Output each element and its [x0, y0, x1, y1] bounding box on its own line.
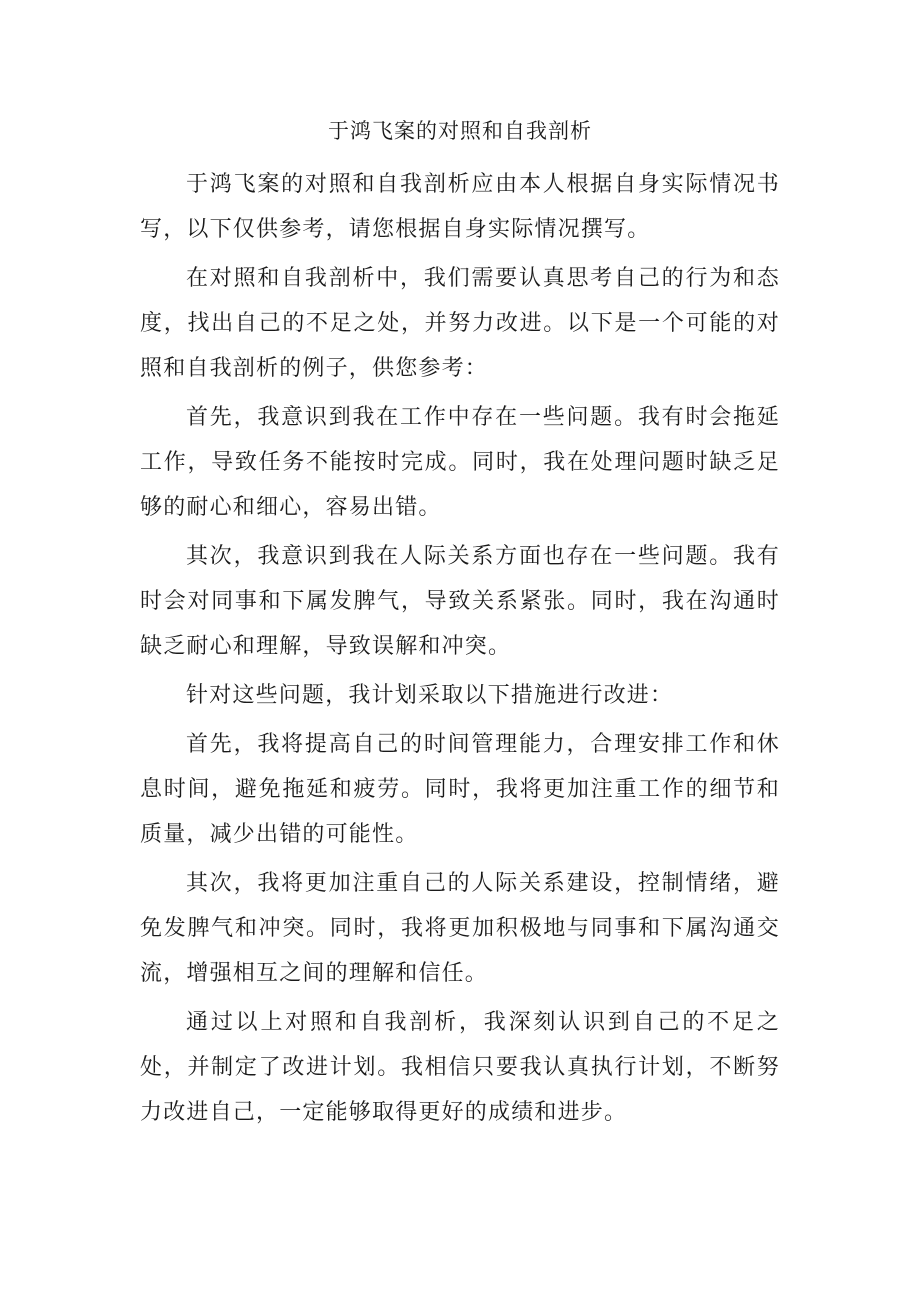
paragraph-relationship-building: 其次，我将更加注重自己的人际关系建设，控制情绪，避免发脾气和冲突。同时，我将更加积极地与同事和下属沟通交流，增强相互之间的理解和信任。 — [140, 871, 780, 986]
paragraph-overview: 在对照和自我剖析中，我们需要认真思考自己的行为和态度，找出自己的不足之处，并努力改进。以下是一个可能的对照和自我剖析的例子，供您参考： — [140, 266, 780, 381]
document-body — [140, 162, 780, 1139]
paragraph-measures-intro: 针对这些问题，我计划采取以下措施进行改进： — [186, 683, 674, 708]
paragraph-time-management: 首先，我将提高自己的时间管理能力，合理安排工作和休息时间，避免拖延和疲劳。同时，我将更加注重工作的细节和质量，减少出错的可能性。 — [140, 732, 780, 847]
document-title: 于鸿飞案的对照和自我剖析 — [328, 119, 592, 143]
paragraph-relationship-issues: 其次，我意识到我在人际关系方面也存在一些问题。我有时会对同事和下属发脾气，导致关系紧张。同时，我在沟通时缺乏耐心和理解，导致误解和冲突。 — [140, 544, 780, 659]
paragraph-intro: 于鸿飞案的对照和自我剖析应由本人根据自身实际情况书写，以下仅供参考，请您根据自身实际情况撰写。 — [140, 172, 780, 242]
paragraph-work-issues: 首先，我意识到我在工作中存在一些问题。我有时会拖延工作，导致任务不能按时完成。同时，我在处理问题时缺乏足够的耐心和细心，容易出错。 — [140, 405, 780, 520]
paragraph-conclusion: 通过以上对照和自我剖析，我深刻认识到自己的不足之处，并制定了改进计划。我相信只要我认真执行计划，不断努力改进自己，一定能够取得更好的成绩和进步。 — [140, 1010, 780, 1125]
